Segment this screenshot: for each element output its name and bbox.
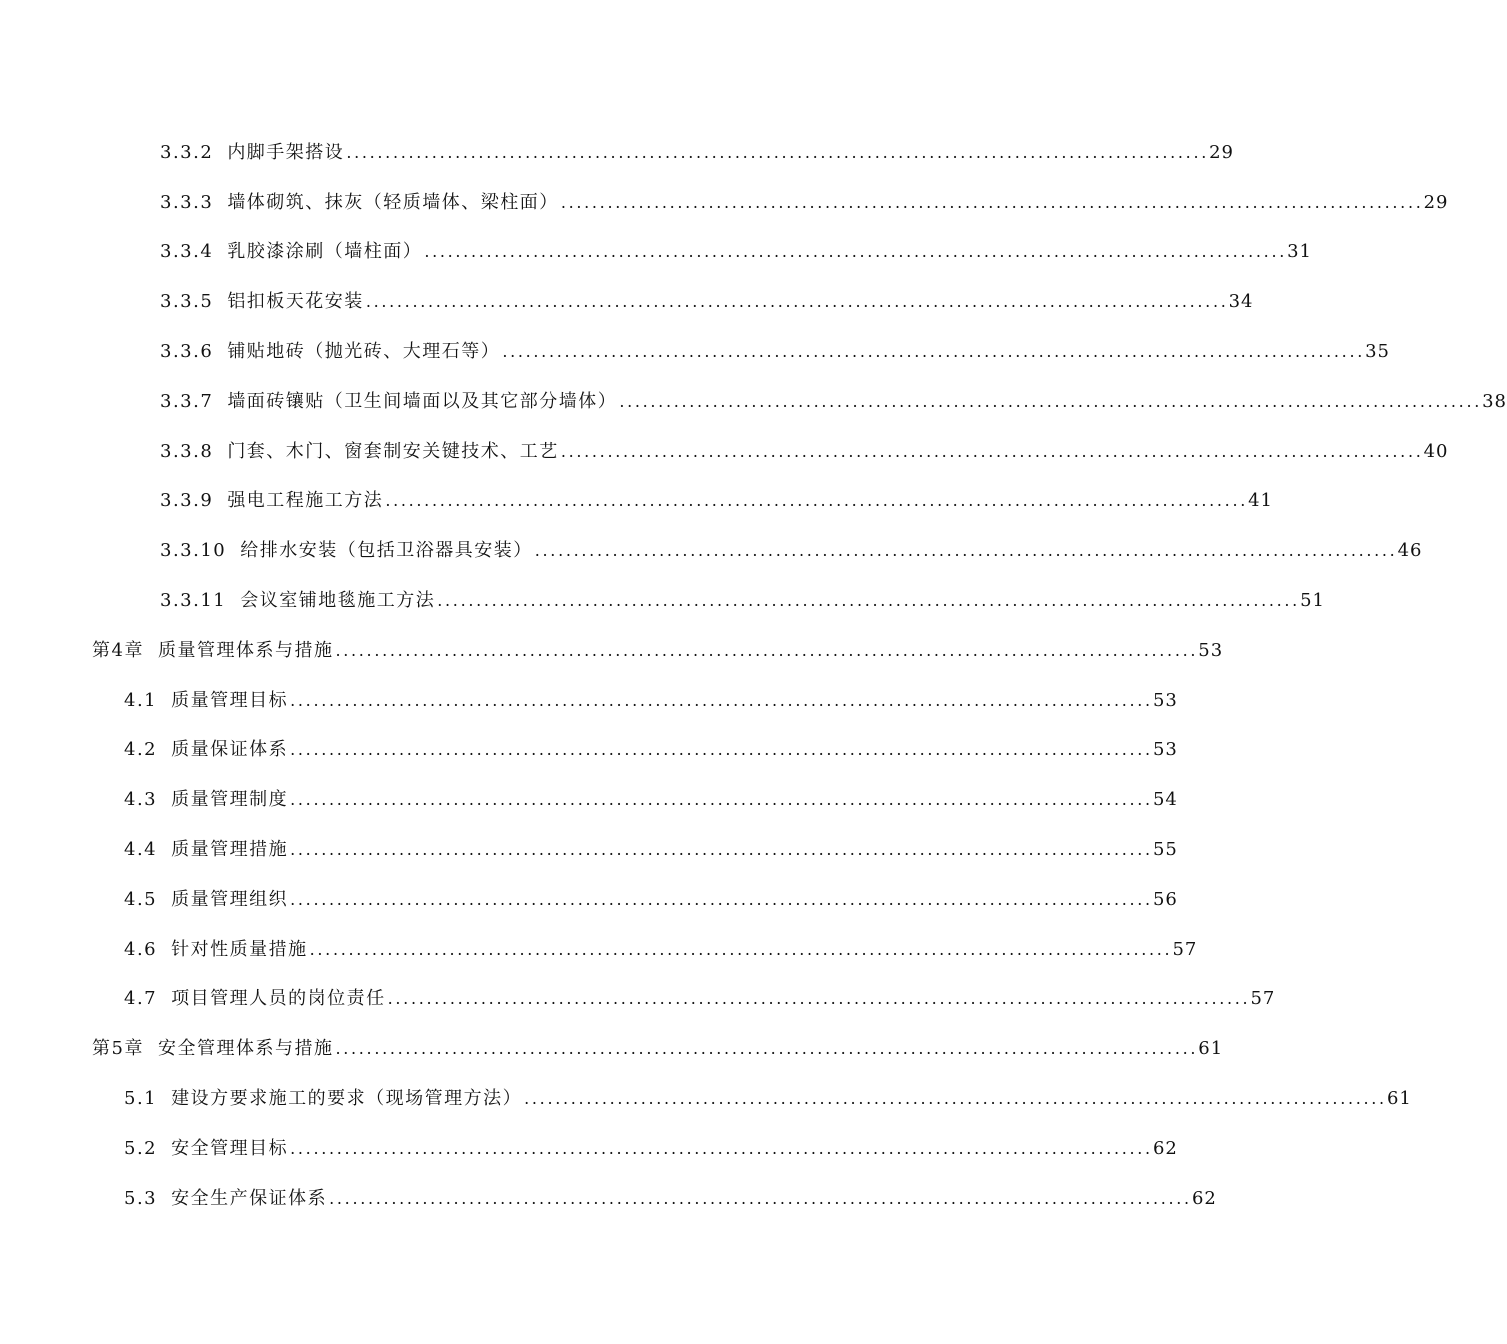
toc-entry-page: 61: [1198, 1038, 1224, 1060]
toc-entry-page: 56: [1152, 888, 1178, 910]
toc-entry-title: 铺贴地砖（抛光砖、大理石等）: [227, 341, 501, 363]
toc-entry-page: 31: [1287, 241, 1313, 263]
toc-dot-leader: [290, 840, 1149, 859]
toc-entry-number: 4.3: [124, 789, 158, 811]
toc-entry-page: 53: [1152, 739, 1178, 761]
table-of-contents: [0, 126, 1507, 1222]
toc-entry-number: 3.3.6: [160, 341, 214, 363]
toc-dot-leader: [290, 740, 1149, 759]
toc-dot-leader: [437, 591, 1296, 610]
toc-entry[interactable]: [0, 773, 1178, 823]
toc-entry[interactable]: [0, 823, 1178, 873]
toc-entry-title: 质量管理制度: [171, 789, 289, 811]
toc-entry-number: 5.1: [124, 1088, 158, 1110]
toc-dot-leader: [561, 193, 1420, 212]
toc-entry[interactable]: [0, 1072, 1412, 1122]
toc-entry-page: 57: [1250, 988, 1276, 1010]
toc-entry[interactable]: [0, 126, 1235, 176]
toc-entry-title: 质量管理措施: [171, 839, 289, 861]
toc-entry-page: 41: [1248, 490, 1274, 512]
toc-entry-page: 54: [1152, 789, 1178, 811]
toc-entry[interactable]: [0, 275, 1254, 325]
toc-entry-title: 强电工程施工方法: [227, 490, 384, 512]
toc-entry-number: 3.3.8: [160, 440, 214, 462]
toc-entry-title: 内脚手架搭设: [227, 141, 345, 163]
toc-entry[interactable]: [0, 226, 1313, 276]
toc-dot-leader: [366, 292, 1225, 311]
toc-entry-number: 3.3.7: [160, 390, 214, 412]
toc-dot-leader: [290, 1139, 1149, 1158]
toc-entry[interactable]: [0, 873, 1178, 923]
toc-entry-page: 62: [1152, 1137, 1178, 1159]
toc-entry-title: 项目管理人员的岗位责任: [171, 988, 386, 1010]
toc-dot-leader: [290, 890, 1149, 909]
toc-entry-title: 安全管理目标: [171, 1137, 289, 1159]
toc-entry[interactable]: [0, 973, 1276, 1023]
toc-entry[interactable]: [0, 375, 1507, 425]
toc-entry-number: 5.3: [124, 1187, 158, 1209]
toc-entry-title: 会议室铺地毯施工方法: [240, 590, 436, 612]
toc-entry-title: 针对性质量措施: [171, 938, 308, 960]
toc-entry-title: 质量管理体系与措施: [157, 639, 334, 661]
toc-entry-title: 安全管理体系与措施: [157, 1038, 334, 1060]
toc-entry[interactable]: [0, 724, 1178, 774]
toc-dot-leader: [535, 541, 1394, 560]
toc-entry[interactable]: [0, 524, 1423, 574]
toc-entry-title: 给排水安装（包括卫浴器具安装）: [240, 540, 533, 562]
toc-entry-number: 第5章: [92, 1038, 144, 1060]
toc-entry-number: 3.3.4: [160, 241, 214, 263]
toc-chapter-entry[interactable]: [0, 624, 1224, 674]
toc-entry-number: 4.1: [124, 689, 158, 711]
toc-dot-leader: [524, 1089, 1383, 1108]
toc-entry-title: 质量管理组织: [171, 888, 289, 910]
toc-dot-leader: [502, 342, 1361, 361]
toc-dot-leader: [335, 1039, 1194, 1058]
toc-entry[interactable]: [0, 325, 1391, 375]
toc-chapter-entry[interactable]: [0, 1022, 1224, 1072]
toc-entry-title: 质量管理目标: [171, 689, 289, 711]
toc-entry-number: 第4章: [92, 639, 144, 661]
toc-dot-leader: [619, 392, 1478, 411]
toc-entry-page: 53: [1198, 639, 1224, 661]
toc-entry-page: 62: [1191, 1187, 1217, 1209]
toc-dot-leader: [329, 1189, 1188, 1208]
toc-entry[interactable]: [0, 674, 1178, 724]
toc-entry-page: 46: [1397, 540, 1423, 562]
toc-entry-title: 墙体砌筑、抹灰（轻质墙体、梁柱面）: [227, 191, 559, 213]
toc-dot-leader: [290, 790, 1149, 809]
toc-entry-number: 4.4: [124, 839, 158, 861]
toc-entry-page: 34: [1228, 291, 1254, 313]
toc-entry-page: 40: [1423, 440, 1449, 462]
toc-entry-number: 3.3.10: [160, 540, 227, 562]
toc-entry-page: 55: [1152, 839, 1178, 861]
toc-entry-title: 建设方要求施工的要求（现场管理方法）: [171, 1088, 523, 1110]
toc-entry-number: 3.3.11: [160, 590, 227, 612]
toc-entry[interactable]: [0, 425, 1449, 475]
toc-entry-title: 门套、木门、窗套制安关键技术、工艺: [227, 440, 559, 462]
toc-entry-page: 61: [1386, 1088, 1412, 1110]
toc-dot-leader: [561, 442, 1420, 461]
toc-entry-number: 3.3.3: [160, 191, 214, 213]
toc-entry-number: 3.3.5: [160, 291, 214, 313]
toc-dot-leader: [424, 242, 1283, 261]
toc-entry-title: 乳胶漆涂刷（墙柱面）: [227, 241, 423, 263]
toc-entry[interactable]: [0, 574, 1325, 624]
toc-entry[interactable]: [0, 475, 1274, 525]
toc-entry-title: 铝扣板天花安装: [227, 291, 364, 313]
toc-entry-title: 墙面砖镶贴（卫生间墙面以及其它部分墙体）: [227, 390, 618, 412]
toc-dot-leader: [290, 691, 1149, 710]
toc-entry-page: 38: [1482, 390, 1507, 412]
toc-dot-leader: [346, 143, 1205, 162]
toc-entry[interactable]: [0, 1122, 1178, 1172]
toc-dot-leader: [335, 641, 1194, 660]
toc-dot-leader: [310, 940, 1169, 959]
toc-entry-number: 4.7: [124, 988, 158, 1010]
toc-entry-title: 质量保证体系: [171, 739, 289, 761]
toc-entry-page: 53: [1152, 689, 1178, 711]
toc-entry-page: 51: [1300, 590, 1325, 612]
toc-dot-leader: [385, 491, 1244, 510]
toc-entry-number: 4.5: [124, 888, 158, 910]
toc-entry-page: 57: [1172, 938, 1198, 960]
toc-entry-page: 35: [1365, 341, 1391, 363]
toc-entry-number: 4.2: [124, 739, 158, 761]
toc-entry-number: 5.2: [124, 1137, 158, 1159]
toc-dot-leader: [388, 989, 1247, 1008]
toc-entry[interactable]: [0, 923, 1198, 973]
toc-entry-number: 3.3.9: [160, 490, 214, 512]
toc-entry[interactable]: [0, 176, 1449, 226]
toc-entry-title: 安全生产保证体系: [171, 1187, 328, 1209]
toc-entry-number: 3.3.2: [160, 141, 214, 163]
toc-entry-page: 29: [1423, 191, 1449, 213]
toc-entry[interactable]: [0, 1172, 1217, 1222]
toc-entry-page: 29: [1209, 141, 1235, 163]
toc-entry-number: 4.6: [124, 938, 158, 960]
